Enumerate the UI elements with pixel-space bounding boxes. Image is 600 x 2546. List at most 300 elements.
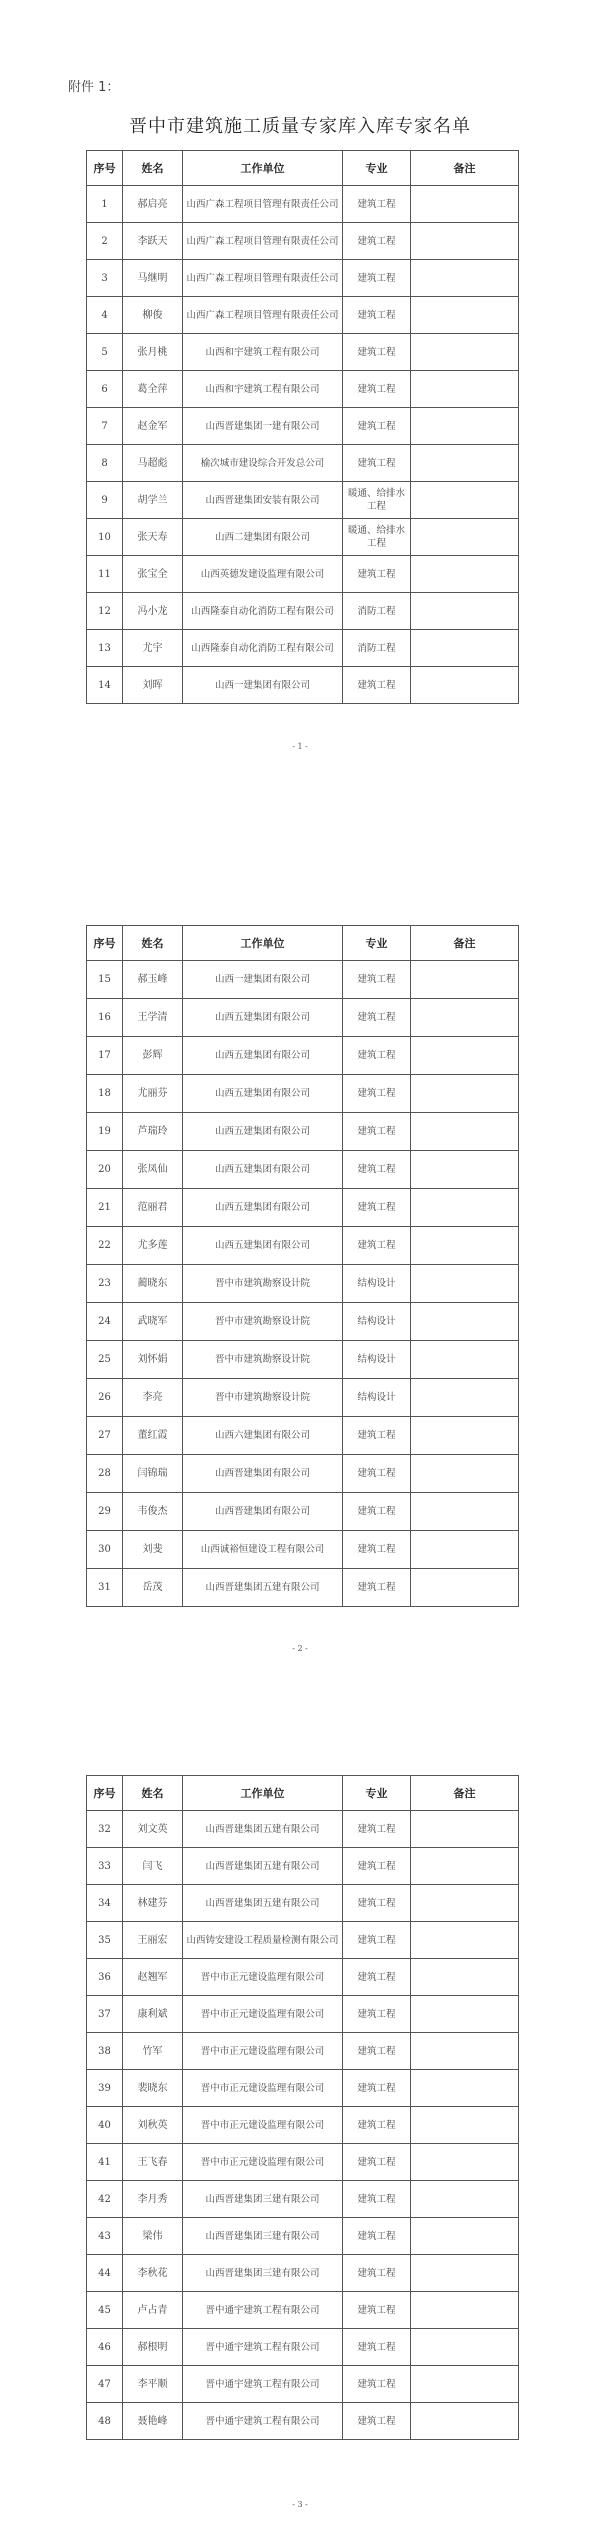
cell-specialty: 建筑工程 [343,2144,411,2181]
cell-index: 23 [87,1265,123,1303]
cell-index: 38 [87,2033,123,2070]
cell-index: 7 [87,408,123,445]
table-row [87,1303,519,1341]
table-row [87,1151,519,1189]
cell-index: 4 [87,297,123,334]
table-row [87,999,519,1037]
table-row [87,334,519,371]
cell-remarks [411,1379,519,1417]
table-row [87,2181,519,2218]
cell-specialty: 建筑工程 [343,408,411,445]
cell-employer: 晋中通宇建筑工程有限公司 [183,2292,343,2329]
table-row [87,630,519,667]
cell-index: 1 [87,186,123,223]
cell-remarks [411,2107,519,2144]
cell-specialty: 建筑工程 [343,371,411,408]
header-index: 序号 [87,1776,123,1811]
cell-employer: 山西广森工程项目管理有限责任公司 [183,260,343,297]
cell-specialty: 建筑工程 [343,1227,411,1265]
cell-name: 冯小龙 [123,593,183,630]
cell-index: 39 [87,2070,123,2107]
cell-index: 34 [87,1885,123,1922]
cell-specialty: 结构设计 [343,1303,411,1341]
attachment-label: 附件 1： [68,80,120,95]
cell-index: 37 [87,1996,123,2033]
table-row [87,260,519,297]
cell-name: 刘文英 [123,1811,183,1848]
cell-employer: 山西五建集团有限公司 [183,999,343,1037]
table-row [87,2292,519,2329]
cell-remarks [411,1959,519,1996]
page-number: - 3 - [292,2500,308,2509]
table-row [87,2033,519,2070]
cell-remarks [411,2070,519,2107]
cell-employer: 山西晋建集团五建有限公司 [183,1811,343,1848]
table-row [87,445,519,482]
cell-index: 32 [87,1811,123,1848]
cell-name: 张凤仙 [123,1151,183,1189]
cell-specialty: 建筑工程 [343,1811,411,1848]
cell-remarks [411,1227,519,1265]
cell-name: 刘斐 [123,1531,183,1569]
cell-index: 21 [87,1189,123,1227]
header-name: 姓名 [123,151,183,186]
cell-name: 尤宇 [123,630,183,667]
cell-remarks [411,1811,519,1848]
cell-index: 28 [87,1455,123,1493]
cell-name: 尤丽芬 [123,1075,183,1113]
cell-specialty: 建筑工程 [343,2218,411,2255]
cell-specialty: 暖通、给排水工程 [343,482,411,519]
header-specialty: 专业 [343,926,411,961]
cell-specialty: 建筑工程 [343,2107,411,2144]
table-row [87,556,519,593]
cell-remarks [411,1417,519,1455]
cell-employer: 晋中市正元建设监理有限公司 [183,2033,343,2070]
cell-index: 17 [87,1037,123,1075]
cell-employer: 晋中市建筑勘察设计院 [183,1341,343,1379]
document-title: 晋中市建筑施工质量专家库入库专家名单 [129,116,471,137]
table-row [87,1455,519,1493]
cell-name: 林建芬 [123,1885,183,1922]
cell-remarks [411,2144,519,2181]
table-row [87,1189,519,1227]
cell-index: 6 [87,371,123,408]
cell-remarks [411,519,519,556]
cell-remarks [411,2403,519,2440]
cell-remarks [411,1455,519,1493]
table-row [87,1531,519,1569]
cell-index: 40 [87,2107,123,2144]
cell-specialty: 建筑工程 [343,334,411,371]
cell-index: 14 [87,667,123,704]
cell-name: 葛全萍 [123,371,183,408]
cell-specialty: 建筑工程 [343,999,411,1037]
cell-name: 范丽君 [123,1189,183,1227]
table-row [87,1075,519,1113]
cell-employer: 晋中市正元建设监理有限公司 [183,2144,343,2181]
cell-employer: 山西晋建集团安装有限公司 [183,482,343,519]
roster-table-page-3 [86,1775,519,2440]
header-specialty: 专业 [343,151,411,186]
cell-index: 15 [87,961,123,999]
cell-name: 王丽宏 [123,1922,183,1959]
cell-index: 19 [87,1113,123,1151]
cell-name: 郝根明 [123,2329,183,2366]
cell-name: 马继明 [123,260,183,297]
cell-employer: 山西晋建集团三建有限公司 [183,2218,343,2255]
cell-remarks [411,445,519,482]
cell-name: 董红霞 [123,1417,183,1455]
cell-remarks [411,556,519,593]
cell-remarks [411,482,519,519]
cell-employer: 山西晋建集团有限公司 [183,1493,343,1531]
cell-index: 36 [87,1959,123,1996]
table-row [87,1227,519,1265]
table-row [87,593,519,630]
cell-remarks [411,630,519,667]
cell-remarks [411,2255,519,2292]
table-row [87,223,519,260]
cell-name: 竹军 [123,2033,183,2070]
cell-remarks [411,260,519,297]
table-row [87,1379,519,1417]
cell-remarks [411,999,519,1037]
cell-index: 25 [87,1341,123,1379]
cell-employer: 晋中市正元建设监理有限公司 [183,1959,343,1996]
cell-specialty: 建筑工程 [343,1885,411,1922]
cell-employer: 山西五建集团有限公司 [183,1227,343,1265]
cell-name: 彭辉 [123,1037,183,1075]
cell-employer: 山西五建集团有限公司 [183,1113,343,1151]
cell-employer: 山西广森工程项目管理有限责任公司 [183,223,343,260]
header-employer: 工作单位 [183,1776,343,1811]
table-row [87,2366,519,2403]
cell-employer: 山西广森工程项目管理有限责任公司 [183,186,343,223]
cell-employer: 晋中市正元建设监理有限公司 [183,2107,343,2144]
cell-name: 李亮 [123,1379,183,1417]
cell-name: 聂艳峰 [123,2403,183,2440]
cell-remarks [411,1113,519,1151]
header-remarks: 备注 [411,1776,519,1811]
cell-remarks [411,961,519,999]
cell-employer: 山西铸安建设工程质量检测有限公司 [183,1922,343,1959]
table-row [87,186,519,223]
table-row [87,667,519,704]
cell-employer: 晋中通宇建筑工程有限公司 [183,2403,343,2440]
cell-remarks [411,1996,519,2033]
cell-remarks [411,1303,519,1341]
cell-index: 24 [87,1303,123,1341]
cell-remarks [411,1341,519,1379]
cell-index: 12 [87,593,123,630]
cell-name: 李月秀 [123,2181,183,2218]
cell-name: 蔺晓东 [123,1265,183,1303]
cell-specialty: 建筑工程 [343,1113,411,1151]
table-row [87,297,519,334]
page-number: - 1 - [292,742,308,751]
cell-index: 29 [87,1493,123,1531]
header-name: 姓名 [123,1776,183,1811]
cell-specialty: 建筑工程 [343,2292,411,2329]
cell-index: 8 [87,445,123,482]
cell-index: 30 [87,1531,123,1569]
cell-employer: 山西五建集团有限公司 [183,1189,343,1227]
cell-name: 胡学兰 [123,482,183,519]
cell-name: 康利斌 [123,1996,183,2033]
cell-name: 王飞春 [123,2144,183,2181]
cell-remarks [411,186,519,223]
cell-remarks [411,1848,519,1885]
cell-specialty: 建筑工程 [343,667,411,704]
table-row [87,2403,519,2440]
cell-remarks [411,1265,519,1303]
cell-employer: 山西隆泰自动化消防工程有限公司 [183,630,343,667]
cell-name: 岳茂 [123,1569,183,1607]
cell-remarks [411,2292,519,2329]
header-index: 序号 [87,926,123,961]
table-row [87,1996,519,2033]
cell-specialty: 建筑工程 [343,1959,411,1996]
cell-specialty: 建筑工程 [343,186,411,223]
table-row [87,371,519,408]
cell-name: 闫锦瑞 [123,1455,183,1493]
cell-index: 42 [87,2181,123,2218]
cell-specialty: 建筑工程 [343,1037,411,1075]
cell-remarks [411,1189,519,1227]
table-row [87,1493,519,1531]
cell-name: 赵金军 [123,408,183,445]
table-row [87,519,519,556]
cell-remarks [411,667,519,704]
cell-index: 35 [87,1922,123,1959]
cell-specialty: 建筑工程 [343,445,411,482]
table-row [87,1569,519,1607]
cell-employer: 山西英德发建设监理有限公司 [183,556,343,593]
cell-name: 李跃天 [123,223,183,260]
cell-specialty: 结构设计 [343,1379,411,1417]
header-employer: 工作单位 [183,151,343,186]
cell-specialty: 建筑工程 [343,2366,411,2403]
cell-employer: 山西六建集团有限公司 [183,1417,343,1455]
cell-name: 芦瑞玲 [123,1113,183,1151]
cell-index: 48 [87,2403,123,2440]
table-row [87,1811,519,1848]
cell-specialty: 建筑工程 [343,1569,411,1607]
cell-remarks [411,1151,519,1189]
cell-remarks [411,223,519,260]
cell-name: 柳俊 [123,297,183,334]
cell-specialty: 建筑工程 [343,2329,411,2366]
cell-remarks [411,1493,519,1531]
cell-index: 27 [87,1417,123,1455]
cell-index: 11 [87,556,123,593]
table-row [87,1341,519,1379]
cell-specialty: 结构设计 [343,1265,411,1303]
cell-specialty: 建筑工程 [343,297,411,334]
cell-remarks [411,2329,519,2366]
cell-specialty: 建筑工程 [343,1493,411,1531]
cell-remarks [411,1531,519,1569]
cell-index: 45 [87,2292,123,2329]
table-row [87,1885,519,1922]
cell-specialty: 消防工程 [343,593,411,630]
cell-name: 李平顺 [123,2366,183,2403]
cell-employer: 山西和宇建筑工程有限公司 [183,334,343,371]
cell-index: 20 [87,1151,123,1189]
cell-employer: 山西晋建集团三建有限公司 [183,2255,343,2292]
cell-employer: 晋中市建筑勘察设计院 [183,1265,343,1303]
table-row [87,2070,519,2107]
cell-employer: 山西晋建集团五建有限公司 [183,1885,343,1922]
cell-remarks [411,2033,519,2070]
table-row [87,408,519,445]
cell-employer: 山西二建集团有限公司 [183,519,343,556]
cell-specialty: 建筑工程 [343,556,411,593]
cell-employer: 晋中市正元建设监理有限公司 [183,2070,343,2107]
cell-index: 44 [87,2255,123,2292]
table-row [87,2144,519,2181]
cell-specialty: 建筑工程 [343,2181,411,2218]
cell-employer: 山西诚裕恒建设工程有限公司 [183,1531,343,1569]
cell-index: 9 [87,482,123,519]
cell-employer: 山西一建集团有限公司 [183,961,343,999]
cell-employer: 山西和宇建筑工程有限公司 [183,371,343,408]
cell-name: 王学清 [123,999,183,1037]
cell-name: 刘秋英 [123,2107,183,2144]
cell-specialty: 结构设计 [343,1341,411,1379]
header-employer: 工作单位 [183,926,343,961]
table-row [87,1417,519,1455]
roster-table-page-2 [86,925,519,1607]
cell-specialty: 建筑工程 [343,961,411,999]
cell-index: 26 [87,1379,123,1417]
cell-remarks [411,2181,519,2218]
cell-index: 13 [87,630,123,667]
cell-employer: 山西五建集团有限公司 [183,1075,343,1113]
cell-employer: 山西晋建集团有限公司 [183,1455,343,1493]
table-row [87,2107,519,2144]
cell-name: 张宝全 [123,556,183,593]
cell-employer: 榆次城市建设综合开发总公司 [183,445,343,482]
cell-employer: 晋中市建筑勘察设计院 [183,1303,343,1341]
cell-name: 李秋花 [123,2255,183,2292]
cell-name: 尤多莲 [123,1227,183,1265]
cell-specialty: 建筑工程 [343,2070,411,2107]
cell-specialty: 建筑工程 [343,260,411,297]
cell-employer: 山西晋建集团五建有限公司 [183,1848,343,1885]
cell-index: 33 [87,1848,123,1885]
cell-specialty: 暖通、给排水工程 [343,519,411,556]
cell-employer: 山西广森工程项目管理有限责任公司 [183,297,343,334]
cell-name: 韦俊杰 [123,1493,183,1531]
cell-employer: 山西五建集团有限公司 [183,1151,343,1189]
cell-index: 41 [87,2144,123,2181]
cell-employer: 晋中通宇建筑工程有限公司 [183,2366,343,2403]
cell-name: 裴晓东 [123,2070,183,2107]
cell-name: 武晓军 [123,1303,183,1341]
cell-specialty: 建筑工程 [343,1922,411,1959]
cell-specialty: 建筑工程 [343,223,411,260]
header-remarks: 备注 [411,926,519,961]
cell-name: 刘怀娟 [123,1341,183,1379]
cell-employer: 山西五建集团有限公司 [183,1037,343,1075]
table-row [87,2218,519,2255]
cell-remarks [411,1922,519,1959]
cell-specialty: 建筑工程 [343,1531,411,1569]
cell-index: 2 [87,223,123,260]
table-row [87,1113,519,1151]
cell-name: 卢占青 [123,2292,183,2329]
cell-index: 5 [87,334,123,371]
cell-employer: 山西晋建集团三建有限公司 [183,2181,343,2218]
cell-remarks [411,371,519,408]
cell-remarks [411,1569,519,1607]
cell-employer: 山西晋建集团一建有限公司 [183,408,343,445]
header-index: 序号 [87,151,123,186]
table-row [87,2329,519,2366]
cell-name: 闫飞 [123,1848,183,1885]
cell-name: 梁伟 [123,2218,183,2255]
cell-employer: 晋中通宇建筑工程有限公司 [183,2329,343,2366]
cell-specialty: 建筑工程 [343,1075,411,1113]
cell-index: 18 [87,1075,123,1113]
cell-name: 马超彪 [123,445,183,482]
cell-index: 10 [87,519,123,556]
cell-remarks [411,334,519,371]
cell-specialty: 建筑工程 [343,2033,411,2070]
cell-remarks [411,2218,519,2255]
table-row [87,1959,519,1996]
cell-index: 16 [87,999,123,1037]
cell-remarks [411,593,519,630]
cell-employer: 山西晋建集团五建有限公司 [183,1569,343,1607]
cell-specialty: 消防工程 [343,630,411,667]
table-row [87,2255,519,2292]
cell-name: 刘晖 [123,667,183,704]
header-remarks: 备注 [411,151,519,186]
cell-name: 张月桃 [123,334,183,371]
cell-remarks [411,2366,519,2403]
cell-specialty: 建筑工程 [343,1455,411,1493]
cell-name: 赵翘军 [123,1959,183,1996]
page-number: - 2 - [292,1644,308,1653]
table-row [87,482,519,519]
cell-index: 46 [87,2329,123,2366]
table-row [87,1848,519,1885]
table-row [87,1265,519,1303]
cell-employer: 晋中市正元建设监理有限公司 [183,1996,343,2033]
cell-name: 郝玉峰 [123,961,183,999]
cell-index: 31 [87,1569,123,1607]
table-row [87,961,519,999]
cell-specialty: 建筑工程 [343,1417,411,1455]
header-name: 姓名 [123,926,183,961]
cell-remarks [411,1885,519,1922]
cell-index: 3 [87,260,123,297]
cell-index: 47 [87,2366,123,2403]
cell-name: 张天寿 [123,519,183,556]
cell-specialty: 建筑工程 [343,2255,411,2292]
cell-specialty: 建筑工程 [343,1996,411,2033]
roster-table-page-1 [86,150,519,704]
cell-employer: 晋中市建筑勘察设计院 [183,1379,343,1417]
cell-remarks [411,408,519,445]
cell-index: 22 [87,1227,123,1265]
cell-specialty: 建筑工程 [343,1848,411,1885]
cell-employer: 山西隆泰自动化消防工程有限公司 [183,593,343,630]
cell-remarks [411,1037,519,1075]
